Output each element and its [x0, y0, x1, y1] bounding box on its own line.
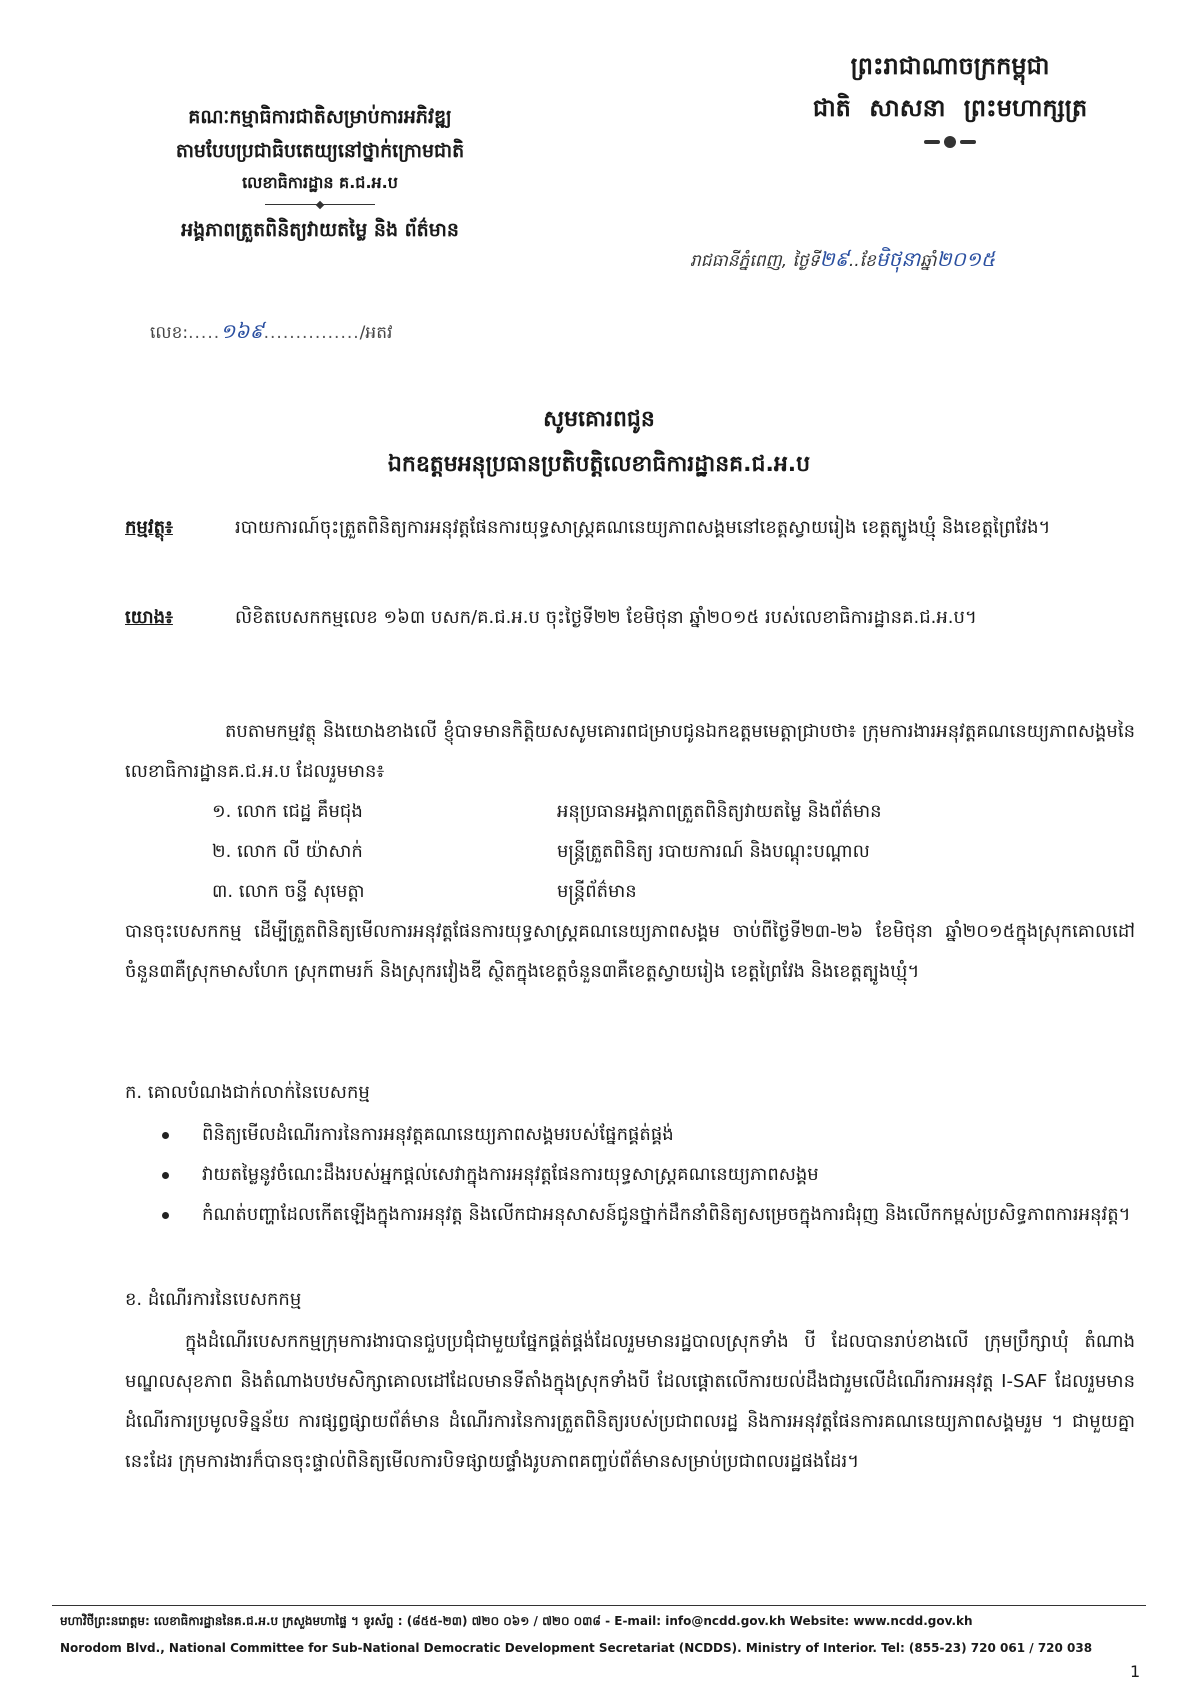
header-right [760, 44, 1140, 152]
date-line: រាជធានីភ្នំពេញ, ថ្ងៃទី២៩..ខែមិថុនាឆ្នាំ២០១៥ [690, 247, 996, 271]
date-year-label: ឆ្នាំ [920, 251, 937, 271]
list-item: កំណត់បញ្ហាដែលកើតឡើងក្នុងការអនុវត្ត និងលើកជាអនុសាសន៍ជូនថ្នាក់ដឹកនាំពិនិត្យសម្រេចក្នុងការជំរុញ និងលើកកម្ពស់ប្រសិទ្ធភាពការអនុវត្ត។ [160, 1195, 1135, 1235]
header-left [80, 100, 560, 247]
secretariat-name: លេខាធិការដ្ឋាន គ.ជ.អ.ប [242, 173, 398, 192]
member-row [212, 872, 1132, 912]
member-name: ២. លោក លី យ៉ាសាក់ [212, 841, 363, 862]
list-item: វាយតម្លៃនូវចំណេះដឹងរបស់អ្នកផ្តល់សេវាក្នុងការអនុវត្តផែនការយុទ្ធសាស្ត្រគណនេយ្យភាពសង្គម [160, 1155, 1135, 1195]
kingdom-title: ព្រះរាជាណាចក្រកម្ពុជា [850, 52, 1050, 80]
national-motto: ជាតិ សាសនា ព្រះមហាក្សត្រ [812, 94, 1088, 122]
ornament-icon [920, 132, 980, 152]
footer-divider [52, 1605, 1146, 1606]
objectives-list [160, 1115, 1135, 1235]
divider-ornament-icon [265, 204, 375, 205]
subject-field [125, 508, 1135, 592]
reference-prefix: លេខ: [150, 323, 189, 343]
section-b-title: ខ. ដំណើរការនៃបេសកកម្ម [125, 1289, 302, 1310]
salutation: សូមគោរពជូន [543, 407, 655, 432]
unit-name: អង្គភាពត្រួតពិនិត្យវាយតម្លៃ និង ព័ត៌មាន [181, 219, 459, 241]
member-name: ៣. លោក ចន្ទី សុមេត្តា [212, 881, 365, 902]
subject-label: កម្មវត្ថុ៖ [125, 517, 173, 538]
members-list [212, 792, 1132, 912]
reference-number-handwritten: ១៦៩ [220, 319, 264, 343]
dots: ............... [263, 323, 360, 343]
list-item: ពិនិត្យមើលដំណើរការនៃការអនុវត្តគណនេយ្យភាពសង្គមរបស់ផ្នែកផ្គត់ផ្គង់ [160, 1115, 1135, 1155]
section-a-title: ក. គោលបំណងជាក់លាក់នៃបេសកម្ម [125, 1082, 370, 1103]
member-role: មន្ត្រីត្រួតពិនិត្យ របាយការណ៍ និងបណ្តុះបណ្តាល [557, 841, 870, 862]
reference-text: លិខិតបេសកកម្មលេខ ១៦៣ បសក/គ.ជ.អ.ប ចុះថ្ងៃទី២២ ខែមិថុនា ឆ្នាំ២០១៥ របស់លេខាធិការដ្ឋានគ.ជ.អ.ប។ [235, 607, 977, 628]
reference-number [150, 318, 392, 348]
footer-address-english: Norodom Blvd., National Committee for Sub-National Democratic Development Secretariat (NCDDS). Ministry of Interior. Tel: (855-23) 720 061 / 720 038 [60, 1641, 1093, 1655]
body-paragraph-intro: តបតាមកម្មវត្ថុ និងយោងខាងលើ ខ្ញុំបាទមានកិត្តិយសសូមគោរពជម្រាបជូនឯកឧត្តមមេត្តាជ្រាបថា៖ ក្រុមការងារអនុវត្តគណនេយ្យភាពសង្គមនៃលេខាធិការដ្ឋានគ.ជ.អ.ប ដែលរួមមាន៖ [125, 721, 1135, 782]
date-place: រាជធានីភ្នំពេញ, ថ្ងៃទី [690, 251, 820, 271]
date-year: ២០១៥ [936, 247, 996, 271]
member-role: អនុប្រធានអង្គភាពត្រួតពិនិត្យវាយតម្លៃ និងព័ត៌មាន [557, 801, 882, 822]
reference-suffix: /អតវ [359, 323, 393, 343]
body-paragraph-mission: បានចុះបេសកកម្ម ដើម្បីត្រួតពិនិត្យមើលការអនុវត្តផែនការយុទ្ធសាស្ត្រគណនេយ្យភាពសង្គម ចាប់ពីថ្ងៃទី២៣-២៦ ខែមិថុនា ឆ្នាំ២០១៥ក្នុងស្រុកគោលដៅចំនួន៣គឺស្រុកមាសហែក ស្រុកពាមរក៍ និងស្រុករវៀងឌី ស្ថិតក្នុងខេត្តចំនួន៣គឺខេត្តស្វាយរៀង ខេត្តព្រៃវែង និងខេត្តត្បូងឃ្មុំ។ [125, 921, 1135, 982]
date-month: មិថុនា [875, 247, 921, 271]
reference-label: យោង៖ [125, 607, 173, 628]
date-month-label: ខែ [859, 251, 876, 271]
subject-text: របាយការណ៍ចុះត្រួតពិនិត្យការអនុវត្តផែនការយុទ្ធសាស្ត្រគណនេយ្យភាពសង្គមនៅខេត្តស្វាយរៀង ខេត្តត្បូងឃ្មុំ និងខេត្តព្រៃវែង។ [235, 517, 1051, 538]
footer-address-khmer: មហាវិថីព្រះនរោត្តម: លេខាធិការដ្ឋាននៃគ.ជ.អ.ប ក្រសួងមហាផ្ទៃ ។ ទូរស័ព្ទ : (៨៥៥-២៣) ៧២០ ០៦១ / ៧២០ ០៣៨ - E-mail: info@ncdd.gov.kh Website: www.ncdd.gov.kh [60, 1614, 973, 1628]
dots: ..... [188, 323, 221, 343]
reference-field [125, 598, 1135, 682]
committee-name-line2: តាមបែបប្រជាធិបតេយ្យនៅថ្នាក់ក្រោមជាតិ [175, 140, 465, 162]
member-row [212, 792, 1132, 832]
member-row [212, 832, 1132, 872]
committee-name-line1: គណៈកម្មាធិការជាតិសម្រាប់ការអភិវឌ្ឍ [188, 106, 452, 128]
page-number: 1 [1130, 1662, 1141, 1681]
body-paragraph-process: ក្នុងដំណើរបេសកកម្មក្រុមការងារបានជួបប្រជុំជាមួយផ្នែកផ្គត់ផ្គង់ដែលរួមមានរដ្ឋបាលស្រុកទាំង បី ដែលបានរាប់ខាងលើ ក្រុមប្រឹក្សាឃុំ តំណាងមណ្ឌលសុខភាព និងតំណាងបឋមសិក្សាគោលដៅដែលមានទីតាំងក្នុងស្រុកទាំងបី ដែលផ្តោតលើការយល់ដឹងជារួមលើដំណើរការអនុវត្ត I-SAF ដែលរួមមានដំណើរការប្រមូលទិន្នន័យ ការផ្សព្វផ្សាយព័ត៌មាន ដំណើរការនៃការត្រួតពិនិត្យរបស់ប្រជាពលរដ្ឋ និងការអនុវត្តផែនការគណនេយ្យភាពសង្គមរួម ។ ជាមួយគ្នានេះដែរ ក្រុមការងារក៏បានចុះផ្ទាល់ពិនិត្យមើលការបិទផ្សាយផ្ទាំងរូបភាពគញ្ចប់ព័ត៌មានសម្រាប់ប្រជាពលរដ្ឋផងដែរ។ [125, 1331, 1135, 1472]
addressee: ឯកឧត្តមអនុប្រធានប្រតិបត្តិលេខាធិការដ្ឋានគ.ជ.អ.ប [387, 452, 811, 477]
member-role: មន្ត្រីព័ត៌មាន [557, 881, 637, 902]
member-name: ១. លោក ជេដ្ឋ គឹមជុង [212, 801, 363, 822]
date-day: ២៩ [819, 247, 849, 271]
